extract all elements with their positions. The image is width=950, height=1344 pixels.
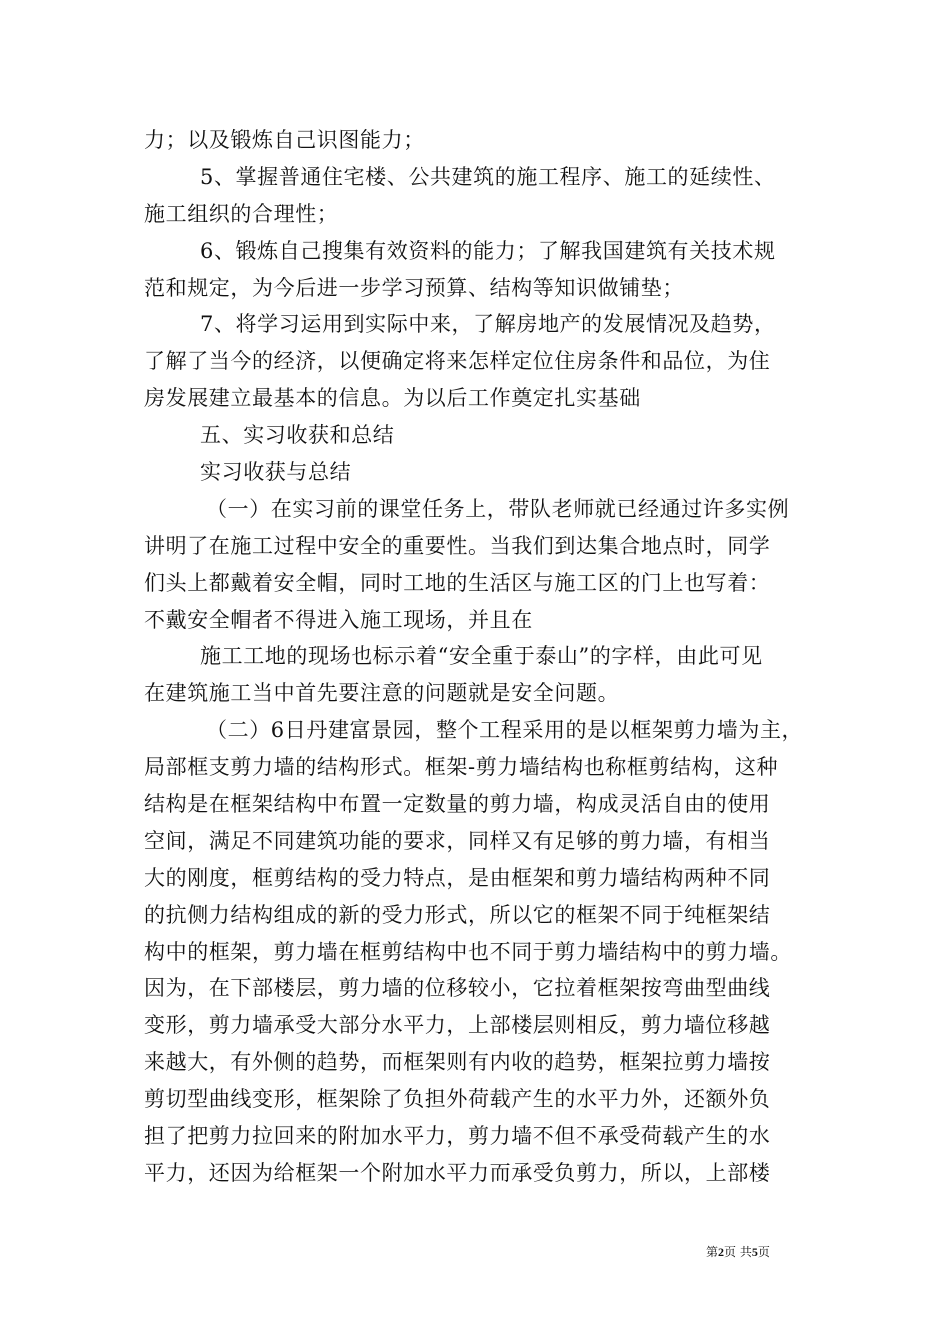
text-line: 们头上都戴着安全帽，同时工地的生活区与施工区的门上也写着： [144,570,771,595]
text-line: 变形，剪力墙承受大部分水平力，上部楼层则相反，剪力墙位移越 [144,1013,771,1038]
list-item-6: 6、锻炼自己搜集有效资料的能力；了解我国建筑有关技术规 [200,238,776,263]
text-line: 了解了当今的经济，以便确定将来怎样定位住房条件和品位，为住 [144,349,771,374]
text-line: 因为，在下部楼层，剪力墙的位移较小，它拉着框架按弯曲型曲线 [144,976,771,1001]
current-page-number: 2 [718,1245,725,1259]
footer-suffix: 页 [757,1245,770,1259]
text-line: 的抗侧力结构组成的新的受力形式，所以它的框架不同于纯框架结 [144,902,771,927]
text-line: 施工组织的合理性； [144,201,339,226]
text-line: 范和规定，为今后进一步学习预算、结构等知识做铺垫； [144,275,684,300]
text-line: 力；以及锻炼自己识图能力； [144,128,425,152]
text-line: 局部框支剪力墙的结构形式。框架-剪力墙结构也称框剪结构，这种 [144,755,779,780]
section-heading: 五、实习收获和总结 [200,423,395,448]
text-line: 平力，还因为给框架一个附加水平力而承受负剪力，所以，上部楼 [144,1160,771,1185]
list-item-7: 7、将学习运用到实际中来，了解房地产的发展情况及趋势， [200,312,776,337]
text-line: 在建筑施工当中首先要注意的问题就是安全问题。 [144,681,620,706]
text-line: 房发展建立最基本的信息。为以后工作奠定扎实基础 [144,386,641,411]
body-text [144,122,814,1192]
text-line: 来越大，有外侧的趋势，而框架则有内收的趋势，框架拉剪力墙按 [144,1050,771,1075]
footer-prefix: 第 [706,1245,719,1259]
text-line: 剪切型曲线变形，框架除了负担外荷载产生的水平力外，还额外负 [144,1087,771,1112]
paragraph-continuation: 施工工地的现场也标示着“安全重于泰山”的字样，由此可见 [200,644,763,669]
text-line: 空间，满足不同建筑功能的要求，同样又有足够的剪力墙，有相当 [144,828,771,853]
page-footer [706,1245,770,1259]
text-line: 不戴安全帽者不得进入施工现场，并且在 [144,607,533,632]
list-item-5: 5、掌握普通住宅楼、公共建筑的施工程序、施工的延续性、 [200,164,776,189]
subsection-heading: 实习收获与总结 [200,460,352,485]
footer-middle: 页 共 [724,1245,752,1259]
text-line: 结构是在框架结构中布置一定数量的剪力墙，构成灵活自由的使用 [144,792,771,817]
total-page-number: 5 [751,1245,758,1259]
text-line: 讲明了在施工过程中安全的重要性。当我们到达集合地点时，同学 [144,533,771,558]
text-line: 大的刚度，框剪结构的受力特点，是由框架和剪力墙结构两种不同 [144,865,771,890]
paragraph-2-start: （二）6日丹建富景园，整个工程采用的是以框架剪力墙为主， [206,718,804,743]
text-line: 构中的框架，剪力墙在框剪结构中也不同于剪力墙结构中的剪力墙。 [144,939,792,964]
text-line: 担了把剪力拉回来的附加水平力，剪力墙不但不承受荷载产生的水 [144,1124,771,1149]
paragraph-1-start: （一）在实习前的课堂任务上，带队老师就已经通过许多实例 [206,496,790,521]
